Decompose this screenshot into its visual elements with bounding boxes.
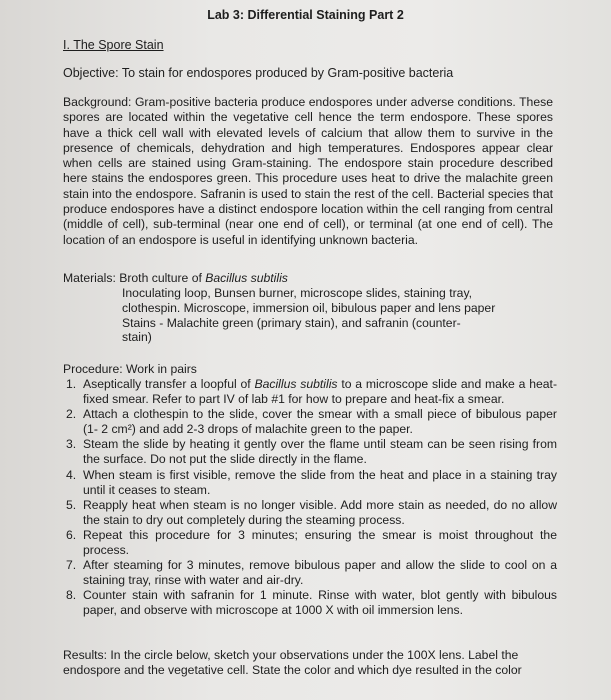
step-number: 7. bbox=[66, 558, 77, 573]
section-heading: I. The Spore Stain bbox=[63, 38, 164, 52]
step-text: Counter stain with safranin for 1 minute. Rinse with water, blot gently with bibulous paper, and observe with microscope at 1000 X with oil immersion lens. bbox=[83, 588, 557, 618]
procedure-step bbox=[63, 468, 557, 498]
materials-heading bbox=[63, 271, 288, 286]
step-text: After steaming for 3 minutes, remove bibulous paper and allow the slide to cool on a staining tray, rinse with water and air-dry. bbox=[83, 558, 557, 588]
materials-line: Stains - Malachite green (primary stain), and safranin (counter- bbox=[122, 315, 461, 330]
step-number: 3. bbox=[66, 437, 77, 452]
procedure-heading: Procedure: Work in pairs bbox=[63, 362, 197, 376]
results-paragraph: Results: In the circle below, sketch your observations under the 100X lens. Label the endospore and the vegetative cell. State the color and which dye resulted in the color bbox=[63, 648, 522, 678]
objective-text: Objective: To stain for endospores produced by Gram-positive bacteria bbox=[63, 66, 454, 80]
procedure-step bbox=[63, 588, 557, 618]
step-text: Reapply heat when steam is no longer visible. Add more stain as needed, do no allow the stain to dry out completely during the steaming process. bbox=[83, 497, 557, 527]
step-text: Attach a clothespin to the slide, cover the smear with a small piece of bibulous paper (1- 2 cm²) and add 2-3 drops of malachite green to the paper. bbox=[83, 407, 557, 437]
step-organism: Bacillus subtilis bbox=[254, 377, 338, 391]
materials-list bbox=[122, 286, 522, 345]
step-number: 1. bbox=[66, 377, 77, 391]
step-number: 5. bbox=[66, 497, 77, 512]
materials-label: Materials: Broth culture of bbox=[63, 271, 206, 285]
step-text: Steam the slide by heating it gently over the flame until steam can be seen rising from the surface. Do not put the slide directly in the flame. bbox=[83, 437, 557, 467]
materials-line: Inoculating loop, Bunsen burner, microscope slides, staining tray, bbox=[122, 286, 473, 300]
step-number: 8. bbox=[66, 588, 77, 603]
background-paragraph: Background: Gram-positive bacteria produce endospores under adverse conditions. These spores are located within the vegetative cell hence the term endospore. These spores have a thick cell wall with elevated levels of calcium that allow them to survive in the presence of chemicals, dehydration and high temperatures. Endospores appear clear when cells are stained using Gram-staining. The endospore stain procedure described here stains the endospores green. This procedure uses heat to drive the malachite green stain into the endospore. Safranin is used to stain the rest of the cell. Bacterial species that produce endospores have a distinct endospore location within the cell ranging from central (middle of cell), sub-terminal (near one end of cell), or terminal (at one end of cell). The location of an endospore is useful in identifying unknown bacteria. bbox=[63, 95, 553, 247]
materials-line: clothespin. Microscope, immersion oil, bibulous paper and lens paper bbox=[122, 300, 496, 315]
step-number: 6. bbox=[66, 527, 77, 542]
lab-title: Lab 3: Differential Staining Part 2 bbox=[207, 8, 404, 22]
step-text-cont: to a microscope slide and make a heat-fixed smear. Refer to part IV of lab #1 for how to prepare and heat-fix a smear. bbox=[83, 377, 557, 407]
step-number: 4. bbox=[66, 467, 77, 482]
materials-organism: Bacillus subtilis bbox=[205, 271, 288, 285]
procedure-step bbox=[63, 407, 557, 437]
procedure-step bbox=[63, 437, 557, 467]
step-text: Aseptically transfer a loopful of bbox=[83, 377, 255, 391]
procedure-steps bbox=[63, 377, 557, 619]
procedure-step bbox=[63, 558, 557, 588]
procedure-step bbox=[63, 498, 557, 528]
step-number: 2. bbox=[66, 407, 77, 422]
procedure-step bbox=[63, 528, 557, 558]
step-text: When steam is first visible, remove the slide from the heat and place in a staining tray until it ceases to steam. bbox=[83, 467, 557, 497]
materials-line: stain) bbox=[122, 330, 152, 345]
step-text: Repeat this procedure for 3 minutes; ensuring the smear is moist throughout the process. bbox=[83, 527, 557, 558]
procedure-step bbox=[63, 377, 557, 407]
